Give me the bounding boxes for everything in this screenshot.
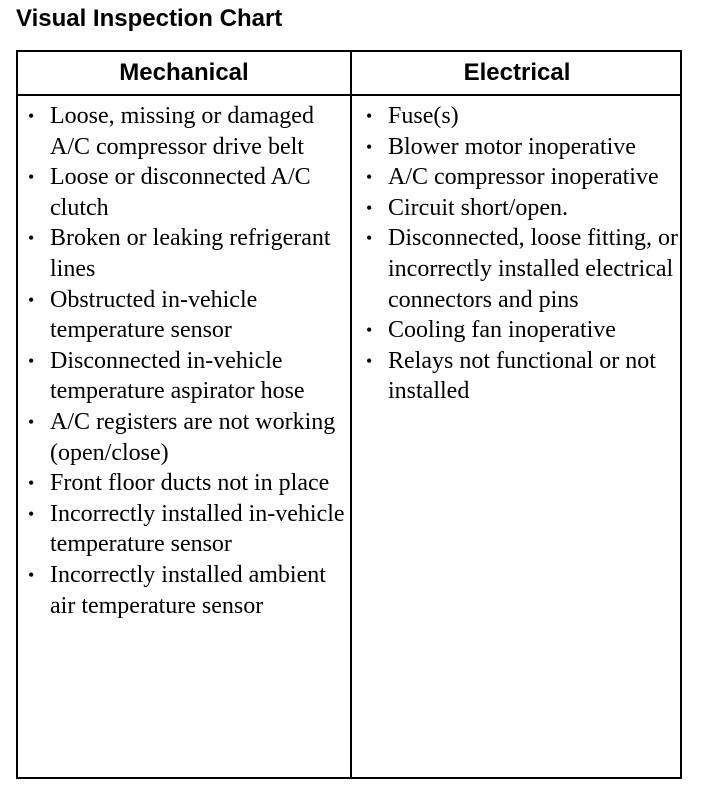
mechanical-list bbox=[24, 101, 346, 621]
list-item: • Front floor ducts not in place bbox=[24, 468, 346, 499]
list-item: • Disconnected in-vehicle temperature aspirator hose bbox=[24, 346, 346, 407]
list-item: • A/C registers are not working (open/close) bbox=[24, 407, 346, 468]
list-item: • Obstructed in-vehicle temperature sensor bbox=[24, 285, 346, 346]
list-item: • Incorrectly installed ambient air temperature sensor bbox=[24, 560, 346, 621]
list-item: • A/C compressor inoperative bbox=[362, 162, 680, 193]
list-item: • Broken or leaking refrigerant lines bbox=[24, 223, 346, 284]
electrical-list bbox=[362, 101, 680, 407]
inspection-table bbox=[16, 50, 682, 779]
column-divider bbox=[350, 52, 352, 777]
header-divider bbox=[18, 94, 680, 96]
list-item: • Incorrectly installed in-vehicle temperature sensor bbox=[24, 499, 346, 560]
list-item: • Cooling fan inoperative bbox=[362, 315, 680, 346]
mechanical-header: Mechanical bbox=[119, 59, 249, 86]
list-item: • Relays not functional or not installed bbox=[362, 346, 680, 407]
list-item: • Blower motor inoperative bbox=[362, 132, 680, 163]
list-item: • Disconnected, loose fitting, or incorrectly installed electrical connectors and pins bbox=[362, 223, 680, 315]
list-item: • Loose or disconnected A/C clutch bbox=[24, 162, 346, 223]
chart-title: Visual Inspection Chart bbox=[16, 5, 283, 32]
electrical-header: Electrical bbox=[463, 59, 571, 86]
list-item: • Loose, missing or damaged A/C compressor drive belt bbox=[24, 101, 346, 162]
list-item: • Circuit short/open. bbox=[362, 193, 680, 224]
list-item: • Fuse(s) bbox=[362, 101, 680, 132]
